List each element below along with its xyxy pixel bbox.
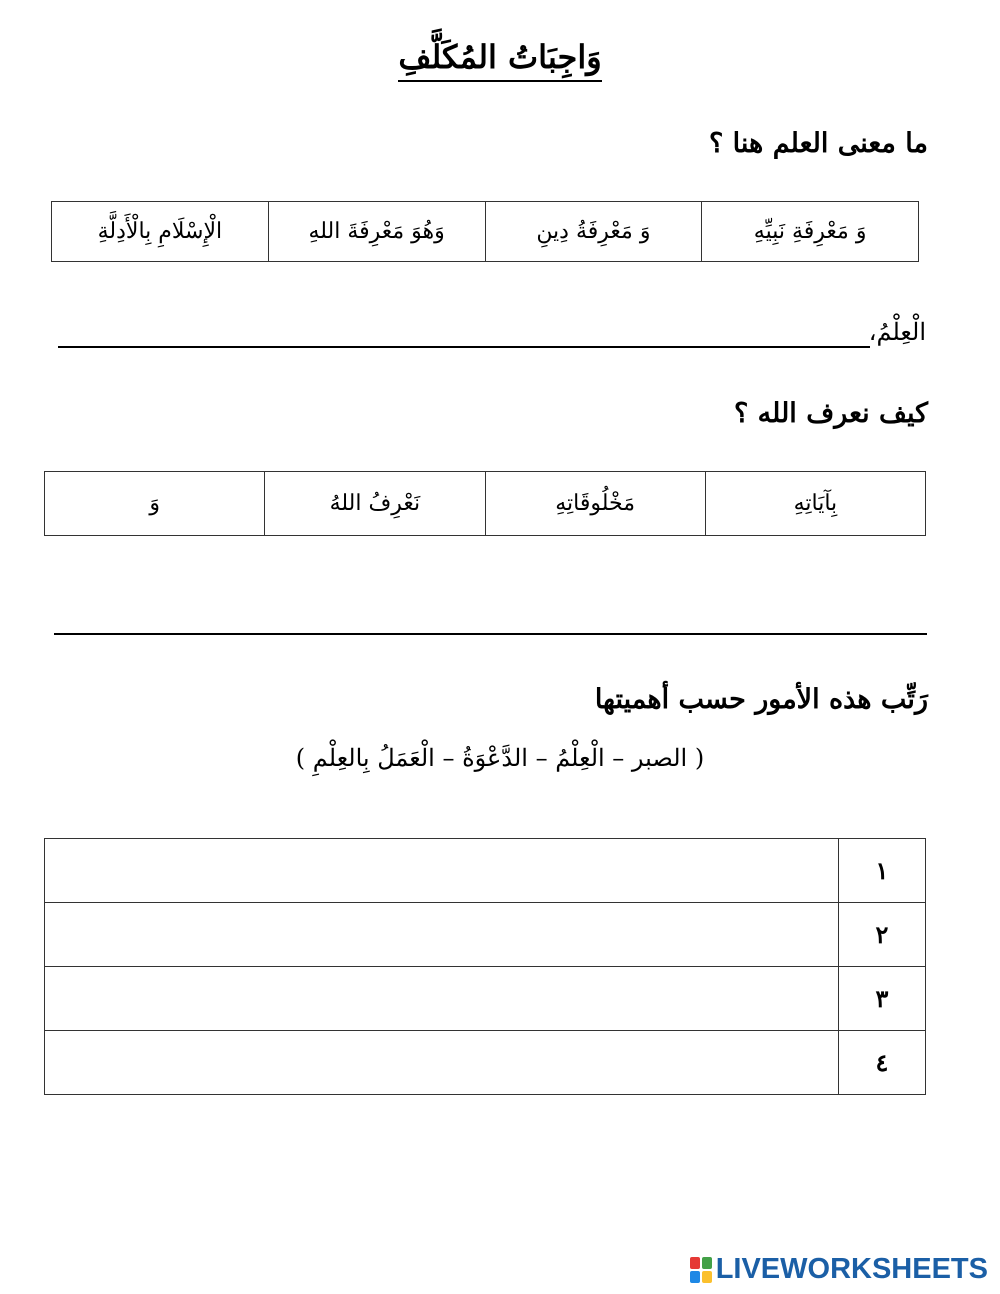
answer-line-2[interactable] <box>54 633 927 635</box>
logo-square <box>690 1257 700 1269</box>
rank-answer-input[interactable] <box>45 903 838 966</box>
rank-cell <box>45 903 839 967</box>
rank-cell <box>45 967 839 1031</box>
answer-lead-word: الْعِلْمُ، <box>868 318 926 346</box>
word-tile[interactable]: الْإِسْلَامِ بِالْأَدِلَّةِ <box>52 202 269 262</box>
title-text: وَاجِبَاتُ المُكَلَّفِ <box>398 38 601 82</box>
word-tile[interactable]: بِآيَاتِهِ <box>705 472 925 536</box>
word-tile[interactable]: وَ <box>45 472 265 536</box>
word-tile[interactable]: وَ مَعْرِفَةُ دِينِ <box>485 202 702 262</box>
rank-number: ٣ <box>839 967 926 1031</box>
liveworksheets-logo-icon <box>690 1257 712 1283</box>
rank-number: ١ <box>839 839 926 903</box>
rank-answer-input[interactable] <box>45 1031 838 1094</box>
rank-row <box>45 839 926 903</box>
rank-table <box>44 838 926 1095</box>
brand-name: LIVEWORKSHEETS <box>715 1253 988 1285</box>
logo-square <box>702 1257 712 1269</box>
word-bank-2 <box>44 471 926 536</box>
answer-line-1[interactable] <box>58 346 870 348</box>
word-tile[interactable]: وَهُوَ مَعْرِفَةَ اللهِ <box>268 202 485 262</box>
rank-number: ٢ <box>839 903 926 967</box>
logo-square <box>702 1271 712 1283</box>
question-meaning-of-knowledge: ما معنى العلم هنا ؟ <box>708 128 928 159</box>
question-rank-items: رَتِّب هذه الأمور حسب أهميتها <box>594 684 928 715</box>
liveworksheets-brand <box>690 1253 988 1286</box>
rank-options: ( الصبر – الْعِلْمُ – الدَّعْوَةُ – الْعَمَلُ بِالعِلْمِ ) <box>295 744 705 772</box>
word-tile[interactable]: وَ مَعْرِفَةِ نَبِيِّهِ <box>702 202 919 262</box>
rank-cell <box>45 839 839 903</box>
rank-number: ٤ <box>839 1031 926 1095</box>
word-tile[interactable]: مَخْلُوقَاتِهِ <box>485 472 705 536</box>
rank-row <box>45 1031 926 1095</box>
worksheet-title <box>300 38 700 82</box>
word-bank-1 <box>51 201 919 262</box>
rank-row <box>45 967 926 1031</box>
rank-row <box>45 903 926 967</box>
rank-cell <box>45 1031 839 1095</box>
logo-square <box>690 1271 700 1283</box>
word-tile[interactable]: نَعْرِفُ اللهُ <box>265 472 485 536</box>
rank-answer-input[interactable] <box>45 967 838 1030</box>
question-how-know-god: كيف نعرف الله ؟ <box>733 398 928 429</box>
rank-answer-input[interactable] <box>45 839 838 902</box>
